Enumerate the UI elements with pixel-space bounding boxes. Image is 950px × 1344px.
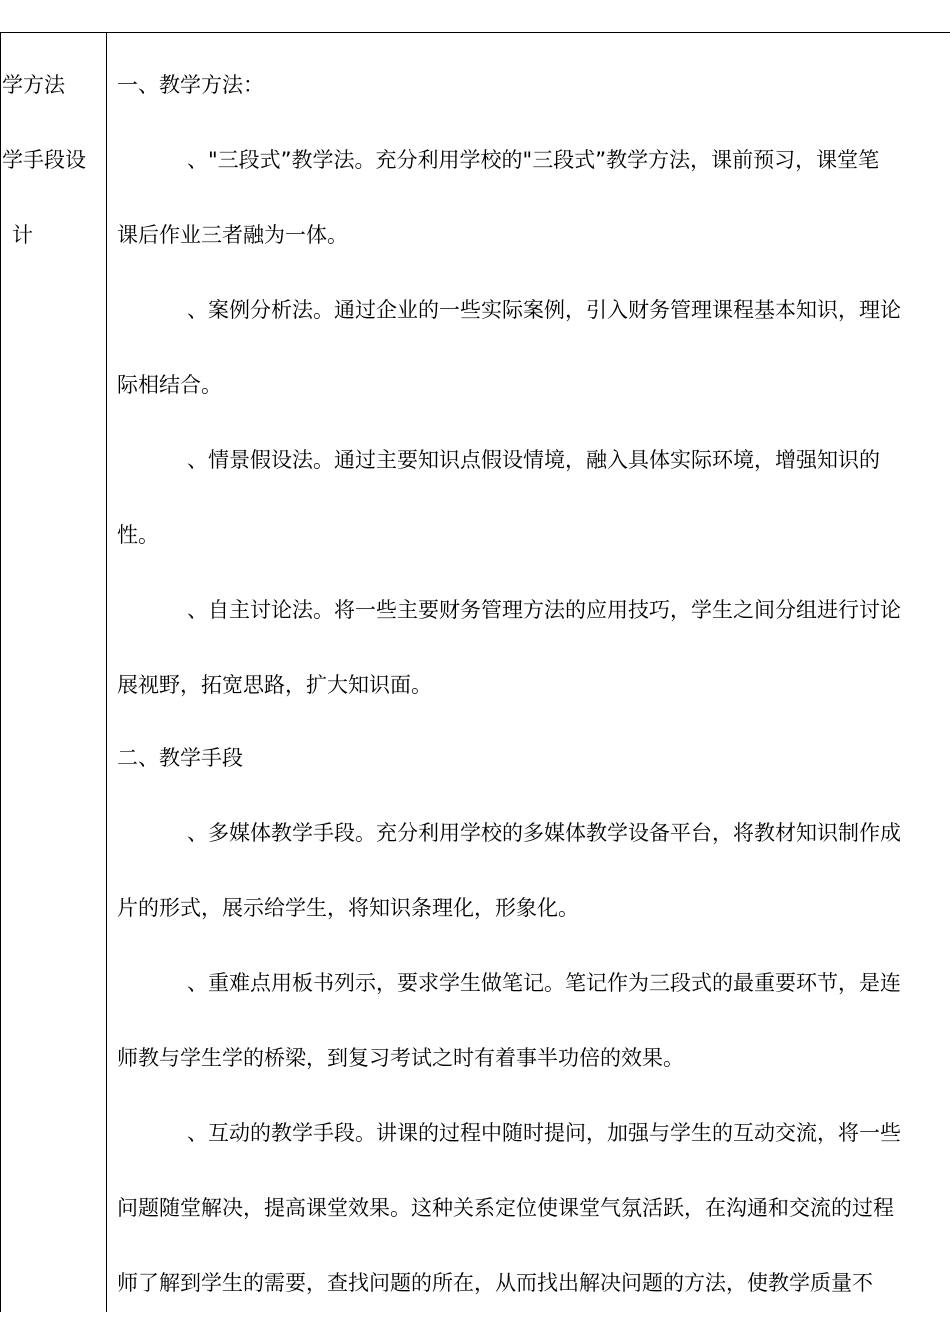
paragraph-line: 、"三段式”教学法。充分利用学校的"三段式”教学方法，课前预习，课堂笔 (187, 148, 880, 172)
paragraph-line: 、互动的教学手段。讲课的过程中随时提问，加强与学生的互动交流，将一些 (187, 1121, 901, 1145)
label-line-1: 学方法 (2, 73, 65, 97)
paragraph-line: 、案例分析法。通过企业的一些实际案例，引入财务管理课程基本知识，理论 (187, 298, 901, 322)
paragraph-line: 展视野，拓宽思路，扩大知识面。 (117, 673, 432, 697)
content-cell (107, 0, 950, 1344)
paragraph-line: 、多媒体教学手段。充分利用学校的多媒体教学设备平台，将教材知识制作成 (187, 821, 901, 845)
section-heading-teaching-means: 二、教学手段 (117, 746, 243, 770)
paragraph-line: 、自主讨论法。将一些主要财务管理方法的应用技巧，学生之间分组进行讨论 (187, 598, 901, 622)
paragraph-line: 片的形式，展示给学生，将知识条理化，形象化。 (117, 896, 579, 920)
paragraph-line: 师了解到学生的需要，查找问题的所在，从而找出解决问题的方法，使教学质量不 (117, 1271, 873, 1295)
label-cell (0, 0, 106, 1344)
paragraph-line: 课后作业三者融为一体。 (117, 223, 348, 247)
paragraph-line: 际相结合。 (117, 373, 222, 397)
label-line-3: 计 (12, 223, 33, 247)
paragraph-line: 性。 (117, 523, 159, 547)
section-heading-teaching-methods: 一、教学方法： (117, 73, 264, 97)
paragraph-line: 、重难点用板书列示，要求学生做笔记。笔记作为三段式的最重要环节，是连 (187, 971, 901, 995)
paragraph-line: 、情景假设法。通过主要知识点假设情境，融入具体实际环境，增强知识的 (187, 448, 880, 472)
paragraph-line: 问题随堂解决，提高课堂效果。这种关系定位使课堂气氛活跃，在沟通和交流的过程 (117, 1196, 894, 1220)
paragraph-line: 师教与学生学的桥梁，到复习考试之时有着事半功倍的效果。 (117, 1046, 684, 1070)
label-line-2: 学手段设 (2, 148, 86, 172)
